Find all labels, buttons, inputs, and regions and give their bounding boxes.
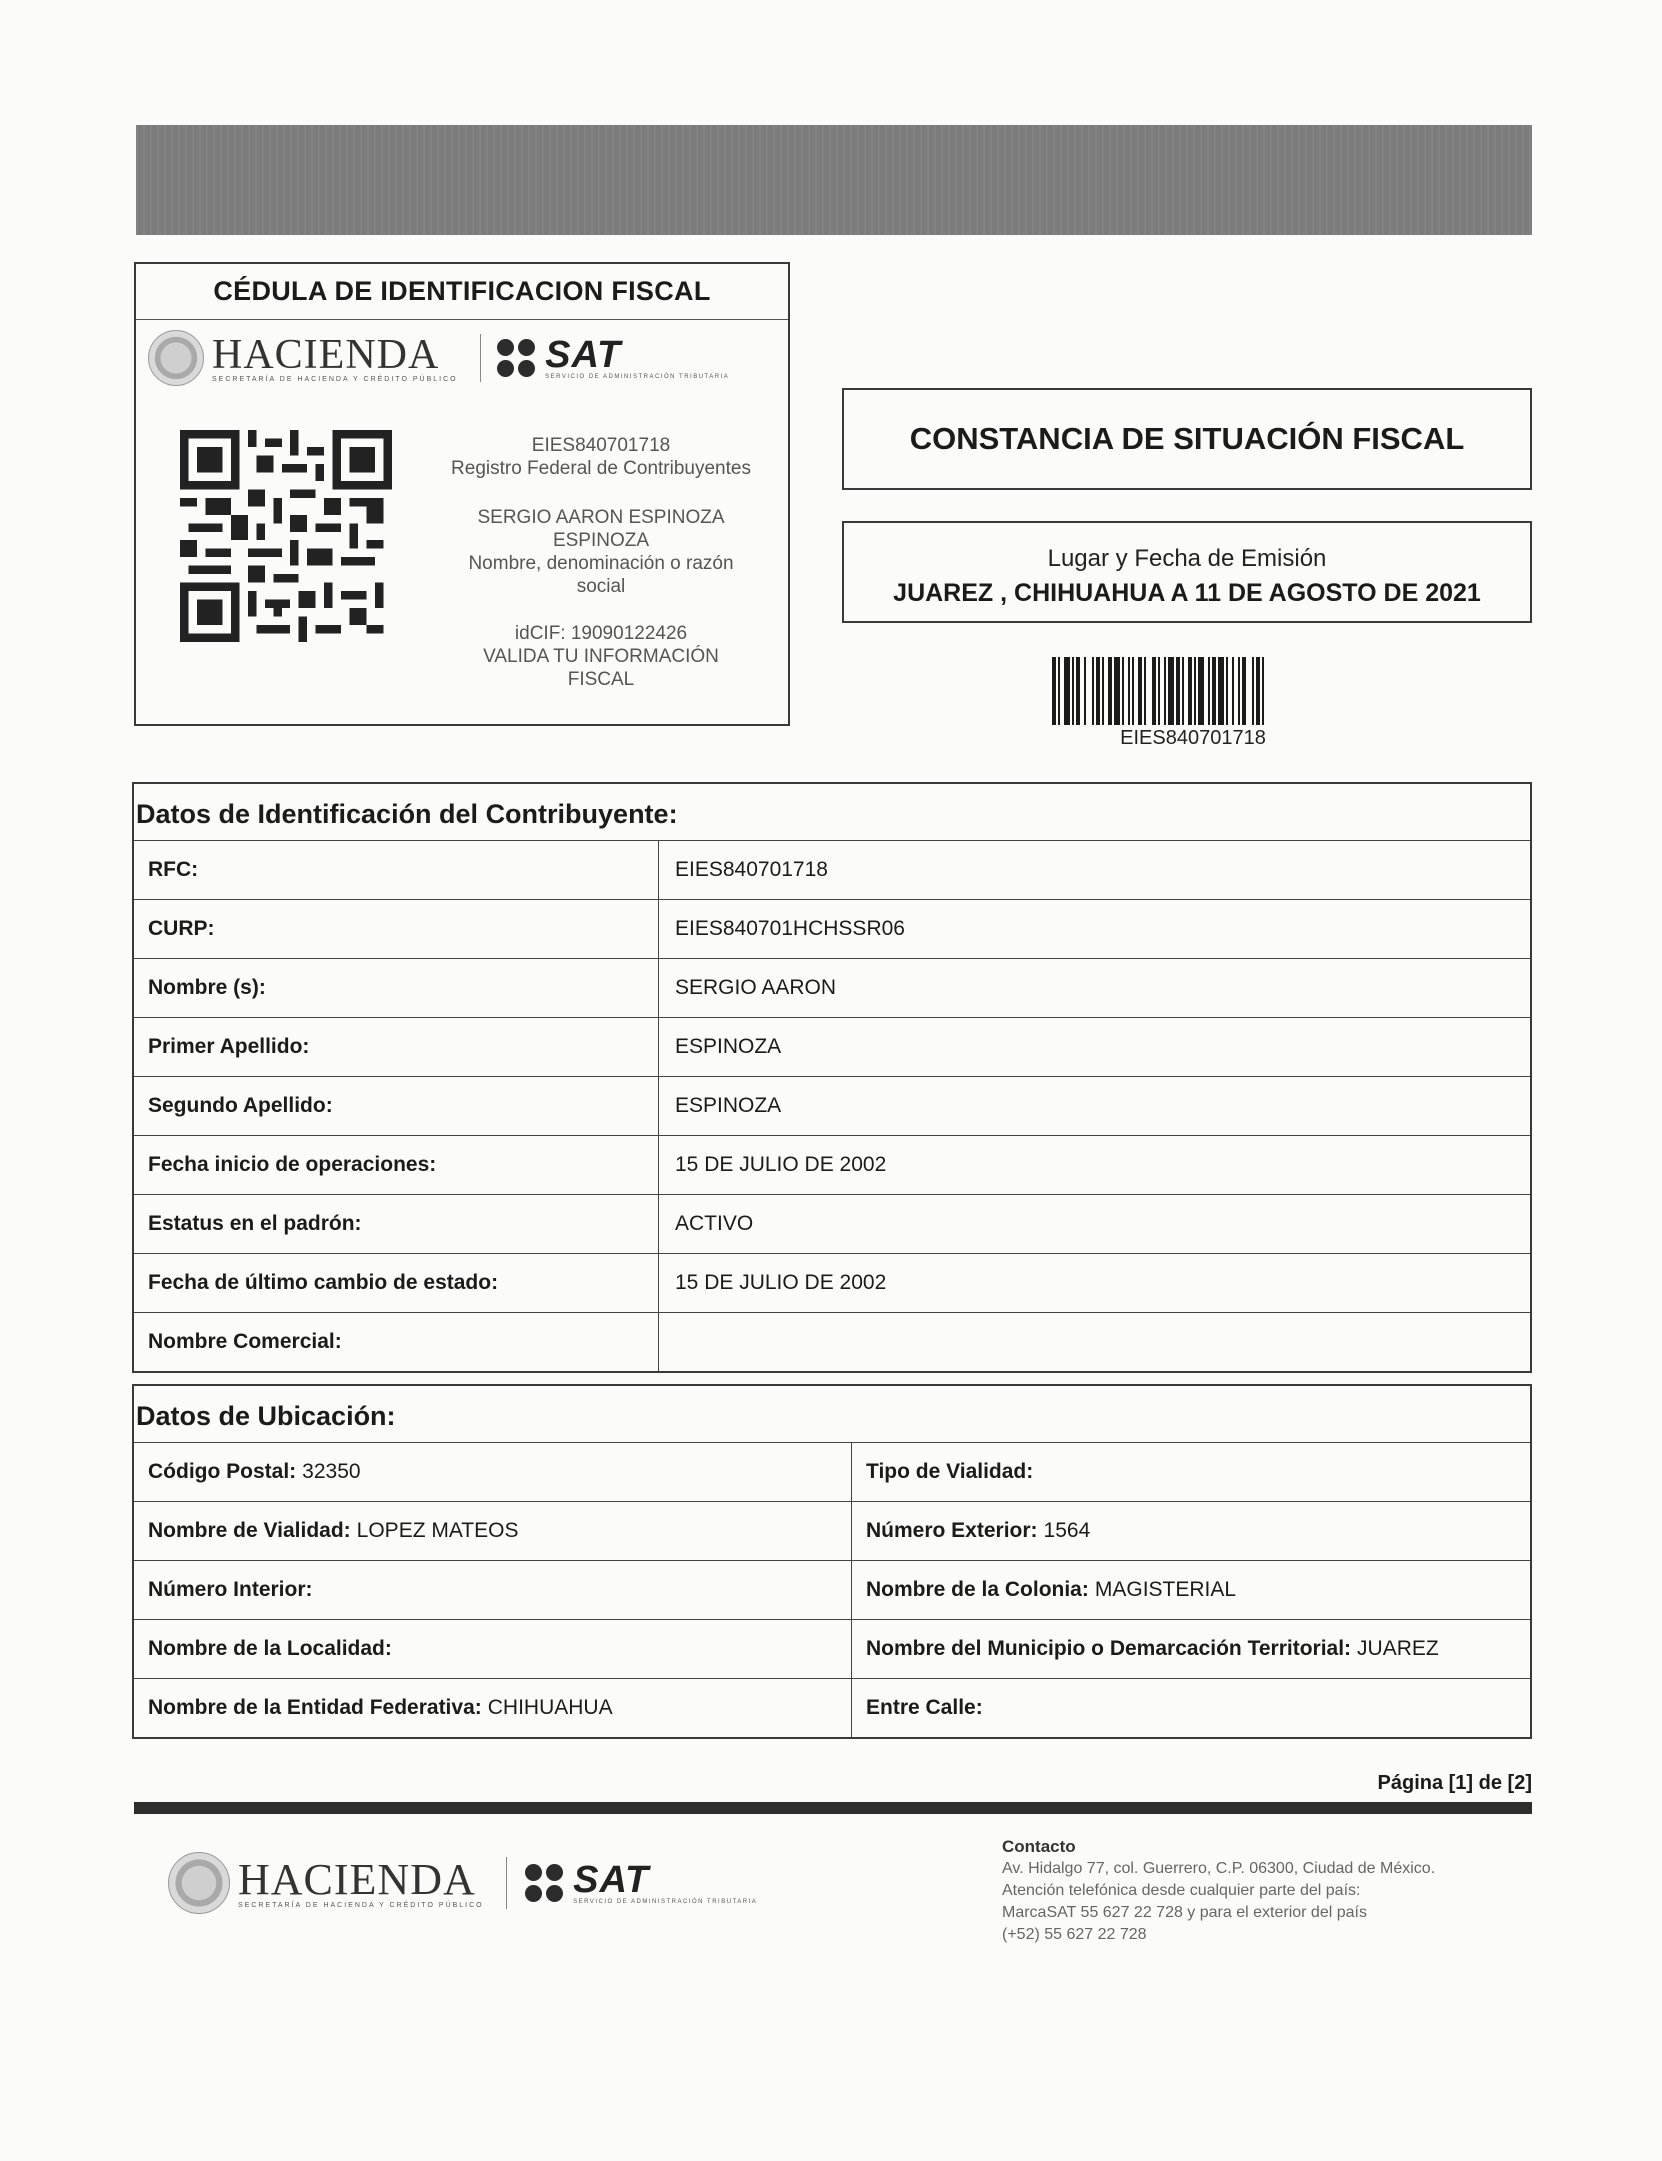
table-row bbox=[134, 1502, 1530, 1561]
ubicacion-section bbox=[132, 1384, 1532, 1739]
identificacion-title: Datos de Identificación del Contribuyente: bbox=[134, 784, 1530, 841]
cedula-rfc-label: Registro Federal de Contribuyentes bbox=[451, 458, 751, 479]
field-value bbox=[659, 1313, 1530, 1371]
field-label: RFC: bbox=[134, 841, 659, 899]
hacienda-subtitle: SECRETARÍA DE HACIENDA Y CRÉDITO PÚBLICO bbox=[212, 375, 458, 383]
field-label: Estatus en el padrón: bbox=[134, 1195, 659, 1253]
sat-dots-icon bbox=[497, 339, 535, 377]
sat-subtitle: SERVICIO DE ADMINISTRACIÓN TRIBUTARIA bbox=[545, 374, 730, 380]
cedula-valida-1: VALIDA TU INFORMACIÓN bbox=[483, 646, 719, 667]
field-label: Fecha de último cambio de estado: bbox=[134, 1254, 659, 1312]
field-label: Nombre del Municipio o Demarcación Territorial: bbox=[866, 1637, 1352, 1660]
lugar-label: Lugar y Fecha de Emisión bbox=[1047, 545, 1327, 572]
page-indicator: Página [1] de [2] bbox=[1377, 1772, 1532, 1794]
location-cell bbox=[852, 1620, 1530, 1678]
field-value: ACTIVO bbox=[675, 1212, 754, 1235]
identificacion-section bbox=[132, 782, 1532, 1373]
field-label: Entre Calle: bbox=[866, 1696, 983, 1719]
hacienda-seal-icon bbox=[148, 330, 204, 386]
redacted-header-bar bbox=[136, 125, 1532, 235]
field-label: Fecha inicio de operaciones: bbox=[134, 1136, 659, 1194]
field-value: 15 DE JULIO DE 2002 bbox=[675, 1153, 887, 1176]
cedula-idcif: idCIF: 19090122426 bbox=[514, 623, 688, 644]
table-row bbox=[134, 841, 1530, 900]
location-cell bbox=[134, 1502, 852, 1560]
cedula-valida-2: FISCAL bbox=[567, 669, 635, 690]
field-label: Número Exterior: bbox=[866, 1519, 1038, 1542]
field-value: ESPINOZA bbox=[675, 1035, 782, 1058]
footer-sat-logo bbox=[573, 1861, 757, 1905]
table-row bbox=[134, 1077, 1530, 1136]
field-label: Nombre de la Colonia: bbox=[866, 1578, 1089, 1601]
field-value: 15 DE JULIO DE 2002 bbox=[675, 1271, 887, 1294]
field-value: LOPEZ MATEOS bbox=[356, 1519, 519, 1542]
table-row bbox=[134, 1195, 1530, 1254]
cedula-info bbox=[442, 434, 760, 691]
sat-logo bbox=[545, 336, 729, 380]
table-row bbox=[134, 1313, 1530, 1371]
ubicacion-table bbox=[134, 1443, 1530, 1737]
field-value: CHIHUAHUA bbox=[487, 1696, 613, 1719]
location-cell bbox=[134, 1443, 852, 1501]
constancia-title-box bbox=[842, 388, 1532, 490]
lugar-fecha-box bbox=[842, 521, 1532, 623]
location-cell bbox=[852, 1561, 1530, 1619]
qr-code-icon bbox=[180, 430, 392, 642]
field-value: ESPINOZA bbox=[675, 1094, 782, 1117]
identificacion-table bbox=[134, 841, 1530, 1371]
footer-hacienda-wordmark: HACIENDA bbox=[238, 1854, 476, 1904]
barcode-text: EIES840701718 bbox=[1120, 727, 1266, 749]
footer-hacienda-logo bbox=[238, 1854, 484, 1909]
contact-line: Av. Hidalgo 77, col. Guerrero, C.P. 06300, Ciudad de México. bbox=[1002, 1860, 1436, 1877]
table-row bbox=[134, 1136, 1530, 1195]
cedula-name-label-1: Nombre, denominación o razón bbox=[468, 553, 734, 574]
location-cell bbox=[852, 1679, 1530, 1737]
footer-bar bbox=[134, 1802, 1532, 1814]
field-label: Segundo Apellido: bbox=[134, 1077, 659, 1135]
field-label: Código Postal: bbox=[148, 1460, 297, 1483]
table-row bbox=[134, 1620, 1530, 1679]
logo-divider bbox=[480, 334, 482, 382]
footer-sat-subtitle: SERVICIO DE ADMINISTRACIÓN TRIBUTARIA bbox=[573, 1899, 758, 1905]
field-label: Tipo de Vialidad: bbox=[866, 1460, 1034, 1483]
table-row bbox=[134, 959, 1530, 1018]
ubicacion-title: Datos de Ubicación: bbox=[134, 1386, 1530, 1443]
table-row bbox=[134, 900, 1530, 959]
table-row bbox=[134, 1443, 1530, 1502]
footer-sat-dots-icon bbox=[525, 1864, 563, 1902]
contact-block bbox=[1002, 1836, 1522, 1946]
footer-sat-wordmark: SAT bbox=[573, 1859, 650, 1901]
cedula-name-line2: ESPINOZA bbox=[552, 530, 650, 551]
cedula-name-line1: SERGIO AARON ESPINOZA bbox=[477, 507, 725, 528]
footer-logo-divider bbox=[506, 1857, 508, 1909]
cedula-logos bbox=[148, 328, 778, 388]
table-row bbox=[134, 1018, 1530, 1077]
field-label: Primer Apellido: bbox=[134, 1018, 659, 1076]
field-value: 32350 bbox=[302, 1460, 361, 1483]
location-cell bbox=[852, 1502, 1530, 1560]
field-value: 1564 bbox=[1043, 1519, 1091, 1542]
field-label: Número Interior: bbox=[148, 1578, 313, 1601]
field-value: EIES840701718 bbox=[675, 858, 828, 881]
footer-logos bbox=[168, 1848, 788, 1918]
table-row bbox=[134, 1254, 1530, 1313]
footer-hacienda-seal-icon bbox=[168, 1852, 230, 1914]
table-row bbox=[134, 1679, 1530, 1737]
field-label: Nombre de la Entidad Federativa: bbox=[148, 1696, 482, 1719]
field-label: Nombre de Vialidad: bbox=[148, 1519, 351, 1542]
table-row bbox=[134, 1561, 1530, 1620]
field-label: CURP: bbox=[134, 900, 659, 958]
location-cell bbox=[134, 1561, 852, 1619]
lugar-value: JUAREZ , CHIHUAHUA A 11 DE AGOSTO DE 2021 bbox=[893, 579, 1481, 607]
cedula-card bbox=[134, 262, 790, 726]
contact-line: MarcaSAT 55 627 22 728 y para el exterior del país bbox=[1002, 1904, 1367, 1921]
hacienda-logo bbox=[212, 331, 458, 383]
barcode-icon bbox=[1052, 657, 1334, 725]
cedula-title: CÉDULA DE IDENTIFICACION FISCAL bbox=[136, 264, 788, 320]
field-label: Nombre Comercial: bbox=[134, 1313, 659, 1371]
hacienda-wordmark: HACIENDA bbox=[212, 331, 440, 378]
cedula-rfc: EIES840701718 bbox=[531, 435, 671, 456]
contact-title: Contacto bbox=[1002, 1837, 1076, 1856]
contact-line: Atención telefónica desde cualquier parte del país: bbox=[1002, 1882, 1361, 1899]
contact-line: (+52) 55 627 22 728 bbox=[1002, 1926, 1147, 1943]
location-cell bbox=[134, 1679, 852, 1737]
footer-hacienda-subtitle: SECRETARÍA DE HACIENDA Y CRÉDITO PÚBLICO bbox=[238, 1901, 484, 1909]
field-value: SERGIO AARON bbox=[675, 976, 837, 999]
field-value: JUAREZ bbox=[1357, 1637, 1439, 1660]
cedula-name-label-2: social bbox=[576, 576, 626, 597]
field-label: Nombre de la Localidad: bbox=[148, 1637, 392, 1660]
sat-wordmark: SAT bbox=[545, 334, 622, 376]
constancia-title: CONSTANCIA DE SITUACIÓN FISCAL bbox=[909, 421, 1465, 456]
field-value: MAGISTERIAL bbox=[1094, 1578, 1237, 1601]
location-cell bbox=[134, 1620, 852, 1678]
field-value: EIES840701HCHSSR06 bbox=[675, 917, 905, 940]
location-cell bbox=[852, 1443, 1530, 1501]
field-label: Nombre (s): bbox=[134, 959, 659, 1017]
